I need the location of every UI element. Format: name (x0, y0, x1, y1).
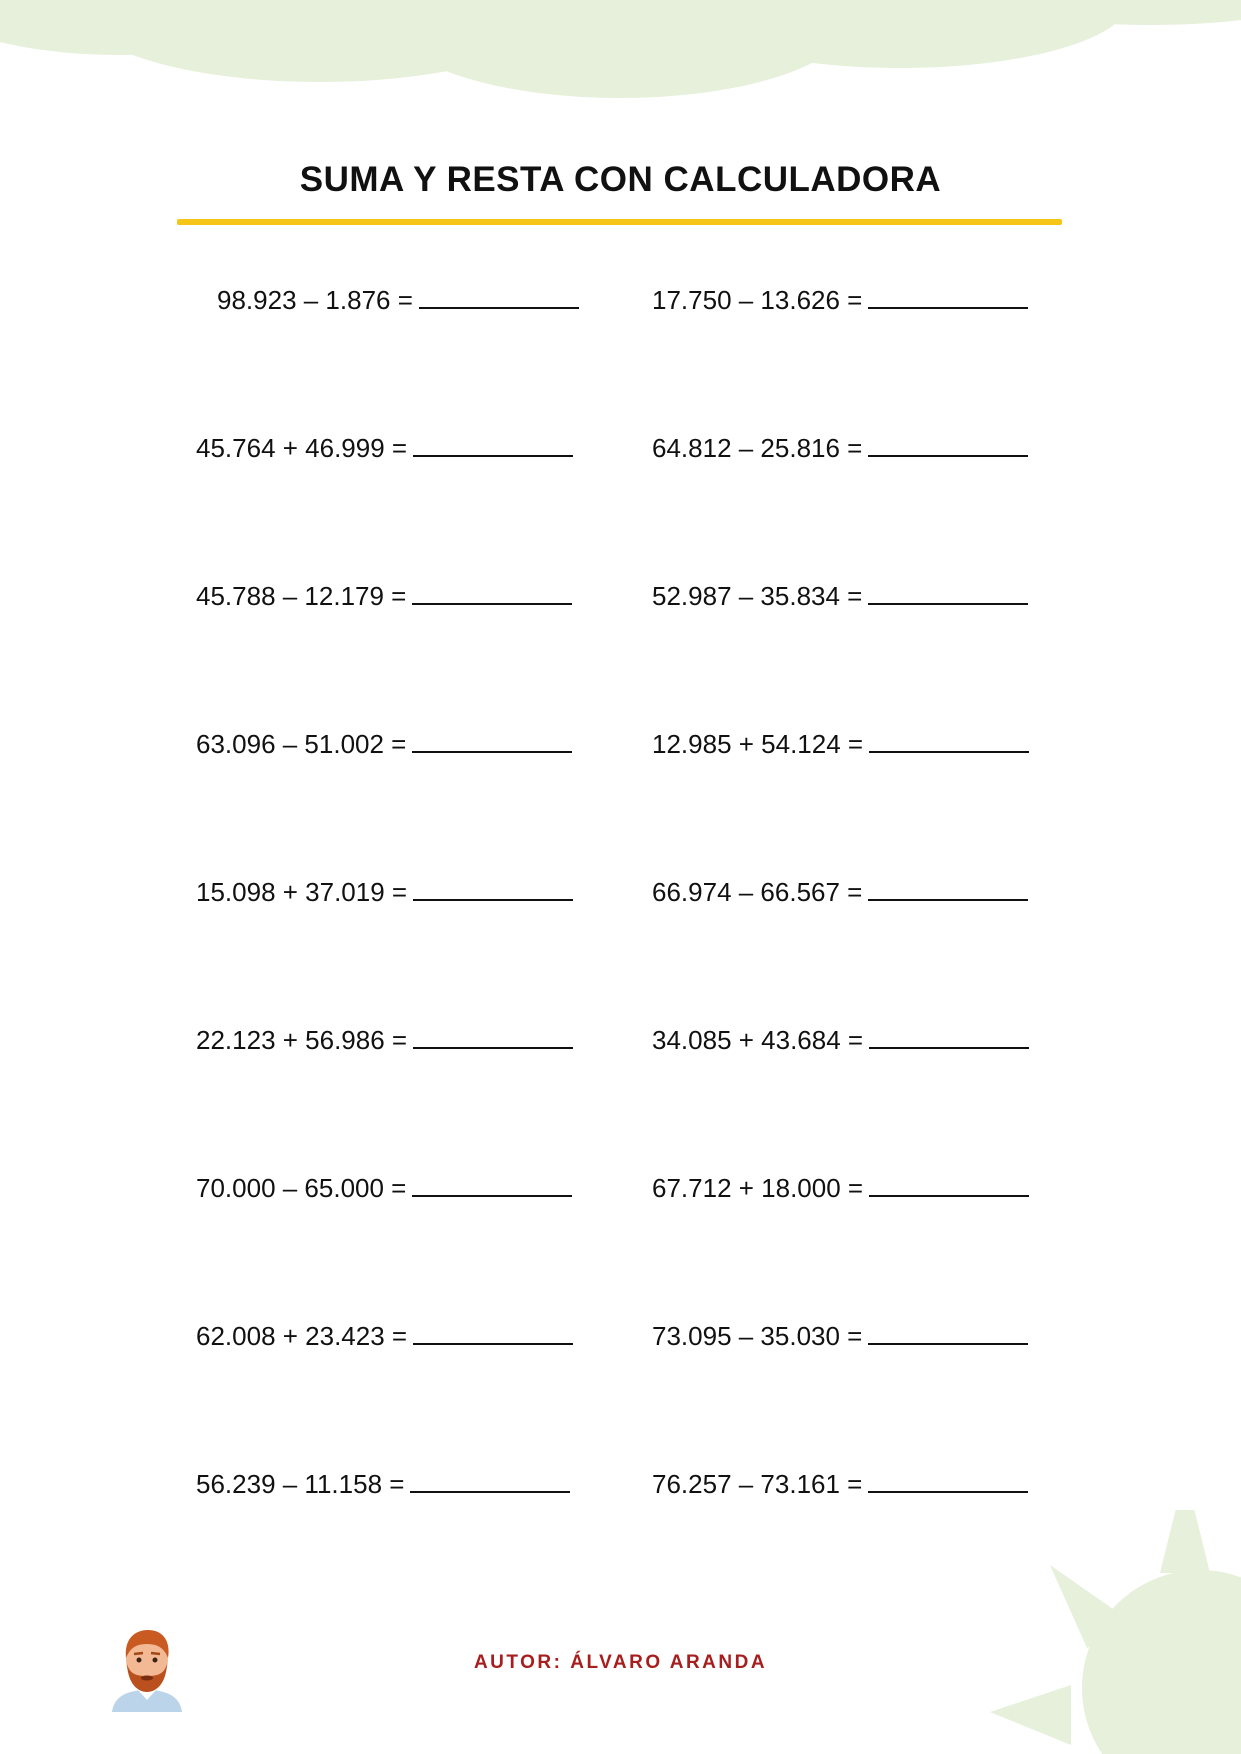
exercise-equation: 66.974 – 66.567 = (652, 877, 863, 907)
answer-blank[interactable] (413, 1021, 573, 1049)
exercise-equation: 56.239 – 11.158 = (196, 1469, 405, 1499)
answer-blank[interactable] (413, 873, 573, 901)
sun-decoration-icon (990, 1510, 1241, 1754)
exercise-equation: 73.095 – 35.030 = (652, 1321, 863, 1351)
exercise-column-left (196, 280, 596, 1612)
answer-blank[interactable] (410, 1465, 570, 1493)
exercise-equation: 15.098 + 37.019 = (196, 877, 408, 907)
answer-blank[interactable] (868, 429, 1028, 457)
exercise-equation: 45.788 – 12.179 = (196, 581, 407, 611)
exercise-equation: 17.750 – 13.626 = (652, 285, 863, 315)
answer-blank[interactable] (413, 429, 573, 457)
answer-blank[interactable] (412, 725, 572, 753)
exercise-item (196, 1316, 596, 1464)
exercise-item (196, 1464, 596, 1612)
exercise-item (652, 576, 1052, 724)
answer-blank[interactable] (868, 1317, 1028, 1345)
answer-blank[interactable] (869, 1169, 1029, 1197)
answer-blank[interactable] (868, 281, 1028, 309)
title-underline (177, 219, 1062, 225)
answer-blank[interactable] (868, 577, 1028, 605)
exercise-equation: 12.985 + 54.124 = (652, 729, 864, 759)
exercise-equation: 52.987 – 35.834 = (652, 581, 863, 611)
exercise-equation: 98.923 – 1.876 = (217, 285, 413, 315)
author-credit: AUTOR: ÁLVARO ARANDA (473, 1652, 768, 1673)
exercise-equation: 76.257 – 73.161 = (652, 1469, 863, 1499)
exercise-equation: 45.764 + 46.999 = (196, 433, 408, 463)
exercise-item (652, 280, 1052, 428)
exercise-item (196, 576, 596, 724)
cloud-decoration-icon (0, 0, 1241, 120)
answer-blank[interactable] (868, 873, 1028, 901)
answer-blank[interactable] (412, 1169, 572, 1197)
answer-blank[interactable] (869, 1021, 1029, 1049)
answer-blank[interactable] (868, 1465, 1028, 1493)
answer-blank[interactable] (412, 577, 572, 605)
exercise-equation: 22.123 + 56.986 = (196, 1025, 408, 1055)
exercise-item (652, 724, 1052, 872)
exercise-item (652, 428, 1052, 576)
answer-blank[interactable] (419, 281, 579, 309)
exercise-column-right (652, 280, 1052, 1612)
exercise-item (652, 1316, 1052, 1464)
exercise-equation: 63.096 – 51.002 = (196, 729, 407, 759)
answer-blank[interactable] (413, 1317, 573, 1345)
exercise-item (652, 872, 1052, 1020)
exercise-equation: 34.085 + 43.684 = (652, 1025, 864, 1055)
exercise-item (196, 1168, 596, 1316)
exercise-equation: 67.712 + 18.000 = (652, 1173, 864, 1203)
exercise-item (196, 280, 596, 428)
page-title: SUMA Y RESTA CON CALCULADORA (299, 160, 942, 199)
exercise-item (196, 872, 596, 1020)
exercise-item (652, 1020, 1052, 1168)
exercise-item (196, 724, 596, 872)
exercise-item (652, 1168, 1052, 1316)
exercise-item (196, 1020, 596, 1168)
exercise-equation: 70.000 – 65.000 = (196, 1173, 407, 1203)
exercise-item (196, 428, 596, 576)
exercise-equation: 62.008 + 23.423 = (196, 1321, 408, 1351)
answer-blank[interactable] (869, 725, 1029, 753)
exercise-equation: 64.812 – 25.816 = (652, 433, 863, 463)
